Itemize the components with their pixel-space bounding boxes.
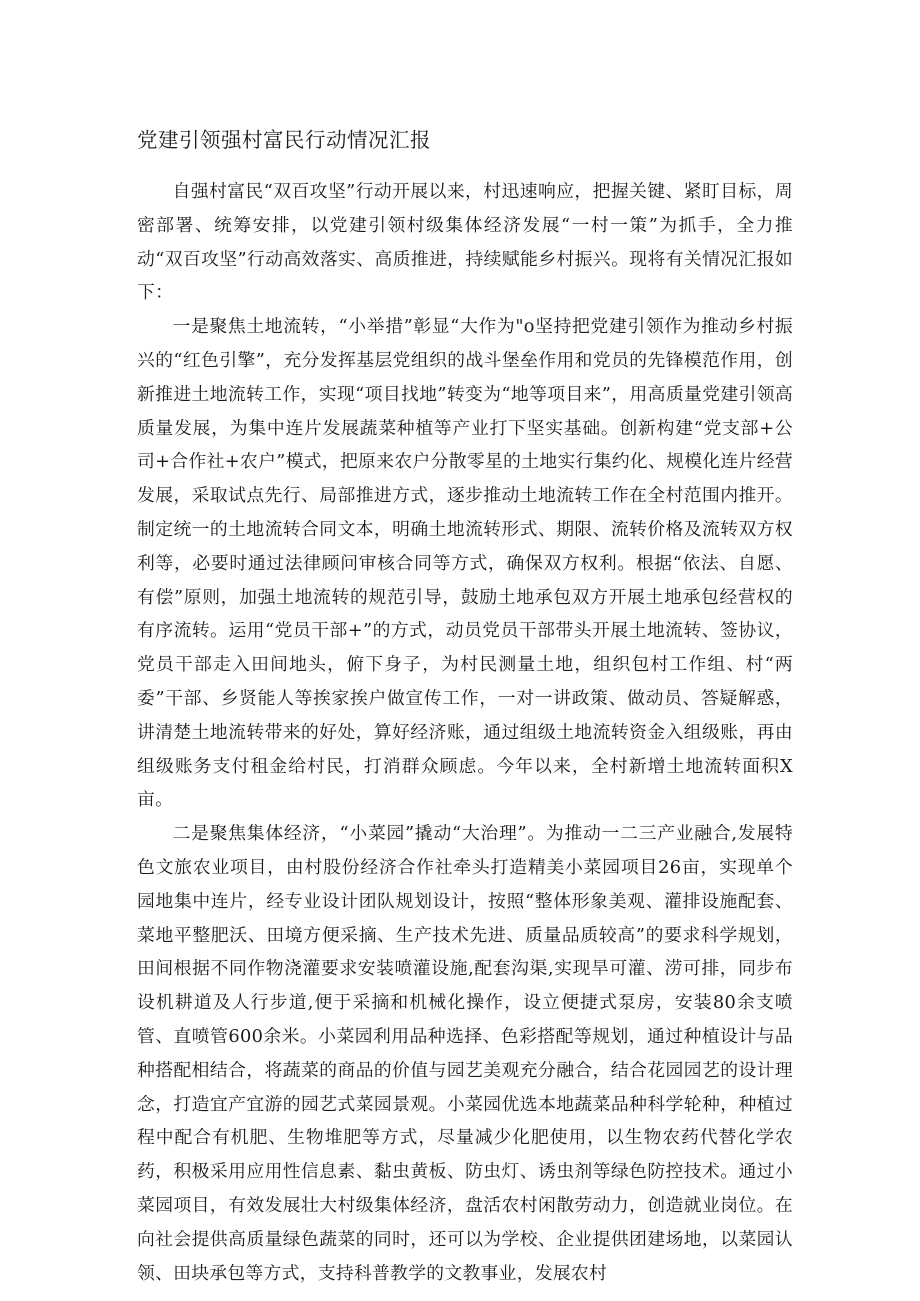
document-title: 党建引领强村富民行动情况汇报 — [137, 128, 431, 152]
paragraph-collective-economy: 二是聚焦集体经济，“小菜园”撬动“大治理”。为推动一二三产业融合,发展特色文旅农业项目，由村股份经济合作社牵头打造精美小菜园项目26亩，实现单个园地集中连片，经专业设计团队规划设计，按照“整体形象美观、灌排设施配套、菜地平整肥沃、田境方便采摘、生产技术先进、质量品质较高”的要求科学规划，田间根据不同作物浇灌要求安装喷灌设施,配套沟渠,实现旱可灌、涝可排，同步布设机耕道及人行步道,便于采摘和机械化操作，设立便捷式泵房，安装80余支喷管、直喷管600余米。小菜园利用品种选择、色彩搭配等规划，通过种植设计与品种搭配相结合，将蔬菜的商品的价值与园艺美观充分融合，结合花园园艺的设计理念，打造宜产宜游的园艺式菜园景观。小菜园优选本地蔬菜品种科学轮种，种植过程中配合有机肥、生物堆肥等方式，尽量减少化肥使用，以生物农药代替化学农药，积极采用应用性信息素、黏虫黄板、防虫灯、诱虫剂等绿色防控技术。通过小菜园项目，有效发展壮大村级集体经济，盘活农村闲散劳动力，创造就业岗位。在向社会提供高质量绿色蔬菜的同时，还可以为学校、企业提供团建场地，以菜园认领、田块承包等方式，支持科普教学的文教事业，发展农村 — [137, 823, 793, 1284]
paragraph-intro: 自强村富民“双百攻坚”行动开展以来，村迅速响应，把握关键、紧盯目标，周密部署、统筹安排，以党建引领村级集体经济发展“一村一策”为抓手，全力推动“双百攻坚”行动高效落实、高质推进，持续赋能乡村振兴。现将有关情况汇报如下： — [137, 181, 793, 304]
document-body — [137, 175, 793, 1290]
paragraph-land-transfer: 一是聚焦土地流转，“小举措”彰显“大作为"o坚持把党建引领作为推动乡村振兴的“红色引擎”，充分发挥基层党组织的战斗堡垒作用和党员的先锋模范作用，创新推进土地流转工作，实现“项目找地”转变为“地等项目来”，用高质量党建引领高质量发展，为集中连片发展蔬菜种植等产业打下坚实基础。创新构建“党支部+公司+合作社+农户”模式，把原来农户分散零星的土地实行集约化、规模化连片经营发展，采取试点先行、局部推进方式，逐步推动土地流转工作在全村范围内推开。制定统一的土地流转合同文本，明确土地流转形式、期限、流转价格及流转双方权利等，必要时通过法律顾问审核合同等方式，确保双方权利。根据“依法、自愿、有偿”原则，加强土地流转的规范引导，鼓励土地承包双方开展土地承包经营权的有序流转。运用“党员干部+”的方式，动员党员干部带头开展土地流转、签协议，党员干部走入田间地头，俯下身子，为村民测量土地，组织包村工作组、村“两委”干部、乡贤能人等挨家挨户做宣传工作，一对一讲政策、做动员、答疑解惑，讲清楚土地流转带来的好处，算好经济账，通过组级土地流转资金入组级账，再由组级账务支付租金给村民，打消群众顾虑。今年以来，全村新增土地流转面积X亩。 — [137, 316, 793, 811]
